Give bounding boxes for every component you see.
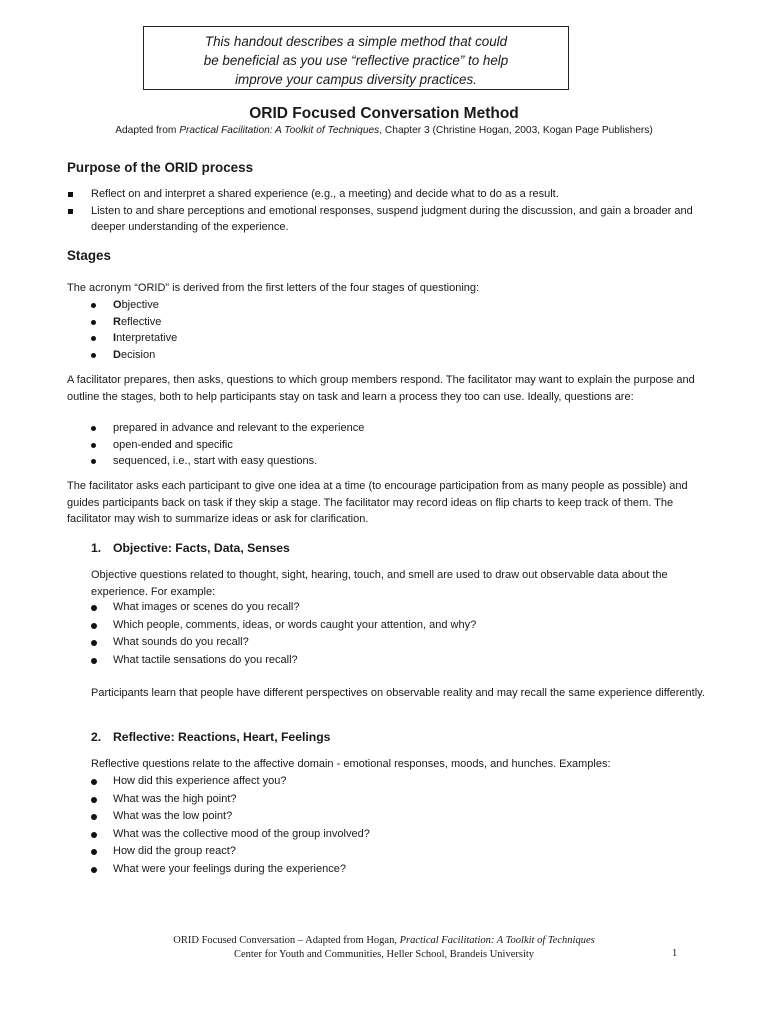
objective-closing: Participants learn that people have different perspectives on observable reality and may recall the same experience differently. bbox=[91, 687, 705, 699]
callout-line-3: improve your campus diversity practices. bbox=[235, 72, 477, 87]
list-item: Interpretative bbox=[67, 330, 707, 347]
bullet-icon bbox=[91, 459, 96, 464]
list-item: prepared in advance and relevant to the experience bbox=[67, 420, 707, 437]
attribution-line bbox=[0, 125, 768, 136]
list-item: Decision bbox=[67, 347, 707, 364]
square-bullet-icon bbox=[68, 192, 73, 197]
attribution-book-title: Practical Facilitation: A Toolkit of Techniques bbox=[179, 125, 380, 136]
footer-line-1: ORID Focused Conversation – Adapted from Hogan, Practical Facilitation: A Toolkit of Techniques bbox=[173, 935, 595, 946]
bullet-icon bbox=[91, 303, 96, 308]
bullet-icon bbox=[91, 658, 97, 664]
footer-line-2: Center for Youth and Communities, Heller School, Brandeis University bbox=[233, 948, 535, 960]
purpose-heading: Purpose of the ORID process bbox=[67, 160, 254, 175]
list-item: What was the low point? bbox=[91, 808, 707, 826]
reflective-heading: 2. Reflective: Reactions, Heart, Feelings bbox=[91, 730, 331, 744]
list-item: What were your feelings during the experience? bbox=[91, 861, 707, 879]
page-number: 1 bbox=[672, 948, 678, 959]
list-item: Listen to and share perceptions and emotional responses, suspend judgment during the discussion, and gain a broader and deeper understanding of the experience. bbox=[67, 203, 707, 236]
objective-questions-list bbox=[91, 599, 707, 669]
bullet-icon bbox=[91, 320, 96, 325]
list-item: What images or scenes do you recall? bbox=[91, 599, 707, 617]
bullet-icon bbox=[91, 849, 97, 855]
page-footer bbox=[0, 934, 768, 961]
list-item: sequenced, i.e., start with easy questions. bbox=[67, 453, 707, 470]
purpose-list bbox=[67, 186, 707, 236]
bullet-icon bbox=[91, 426, 96, 431]
bullet-icon bbox=[91, 443, 96, 448]
bullet-icon bbox=[91, 814, 97, 820]
bullet-icon bbox=[91, 640, 97, 646]
square-bullet-icon bbox=[68, 209, 73, 214]
list-item: Reflective bbox=[67, 314, 707, 331]
stages-intro: The acronym “ORID” is derived from the first letters of the four stages of questioning: bbox=[67, 282, 480, 294]
list-item: Which people, comments, ideas, or words caught your attention, and why? bbox=[91, 617, 707, 635]
callout-line-2: be beneficial as you use “reflective practice” to help bbox=[203, 53, 509, 68]
reflective-intro: Reflective questions relate to the affective domain - emotional responses, moods, and hunches. Examples: bbox=[91, 758, 611, 770]
objective-heading: 1. Objective: Facts, Data, Senses bbox=[91, 541, 290, 555]
acronym-list bbox=[67, 297, 707, 363]
list-item: Reflect on and interpret a shared experience (e.g., a meeting) and decide what to do as a result. bbox=[67, 186, 707, 203]
bullet-icon bbox=[91, 779, 97, 785]
list-item: How did this experience affect you? bbox=[91, 773, 707, 791]
facilitator-paragraph: A facilitator prepares, then asks, questions to which group members respond. The facilitator may want to explain the purpose and outline the stages, both to help participants stay on task and learn a process they too can use. Ideally, questions are: bbox=[67, 374, 695, 403]
list-item: Objective bbox=[67, 297, 707, 314]
document-title: ORID Focused Conversation Method bbox=[249, 105, 519, 122]
list-item: open-ended and specific bbox=[67, 437, 707, 454]
reflective-questions-list bbox=[91, 773, 707, 879]
list-item: What tactile sensations do you recall? bbox=[91, 652, 707, 670]
bullet-icon bbox=[91, 353, 96, 358]
question-traits-list bbox=[67, 420, 707, 470]
list-item: What was the high point? bbox=[91, 791, 707, 809]
attribution-suffix: , Chapter 3 (Christine Hogan, 2003, Kogan Page Publishers) bbox=[379, 125, 653, 136]
bullet-icon bbox=[91, 336, 96, 341]
attribution-prefix: Adapted from bbox=[115, 125, 180, 136]
callout-line-1: This handout describes a simple method that could bbox=[204, 34, 508, 49]
bullet-icon bbox=[91, 832, 97, 838]
bullet-icon bbox=[91, 623, 97, 629]
list-item: What sounds do you recall? bbox=[91, 634, 707, 652]
bullet-icon bbox=[91, 605, 97, 611]
list-item: What was the collective mood of the group involved? bbox=[91, 826, 707, 844]
participation-paragraph: The facilitator asks each participant to give one idea at a time (to encourage participation from as many people as possible) and guides participants back on task if they skip a stage. The facilitator may record ideas on flip charts to keep track of them. The facilitator may wish to summarize ideas or ask for clarification. bbox=[67, 480, 688, 525]
list-item: How did the group react? bbox=[91, 843, 707, 861]
objective-intro: Objective questions related to thought, sight, hearing, touch, and smell are used to draw out observable data about the experience. For example: bbox=[91, 569, 668, 598]
bullet-icon bbox=[91, 867, 97, 873]
bullet-icon bbox=[91, 797, 97, 803]
stages-heading: Stages bbox=[67, 248, 111, 263]
intro-callout-box bbox=[143, 26, 569, 90]
